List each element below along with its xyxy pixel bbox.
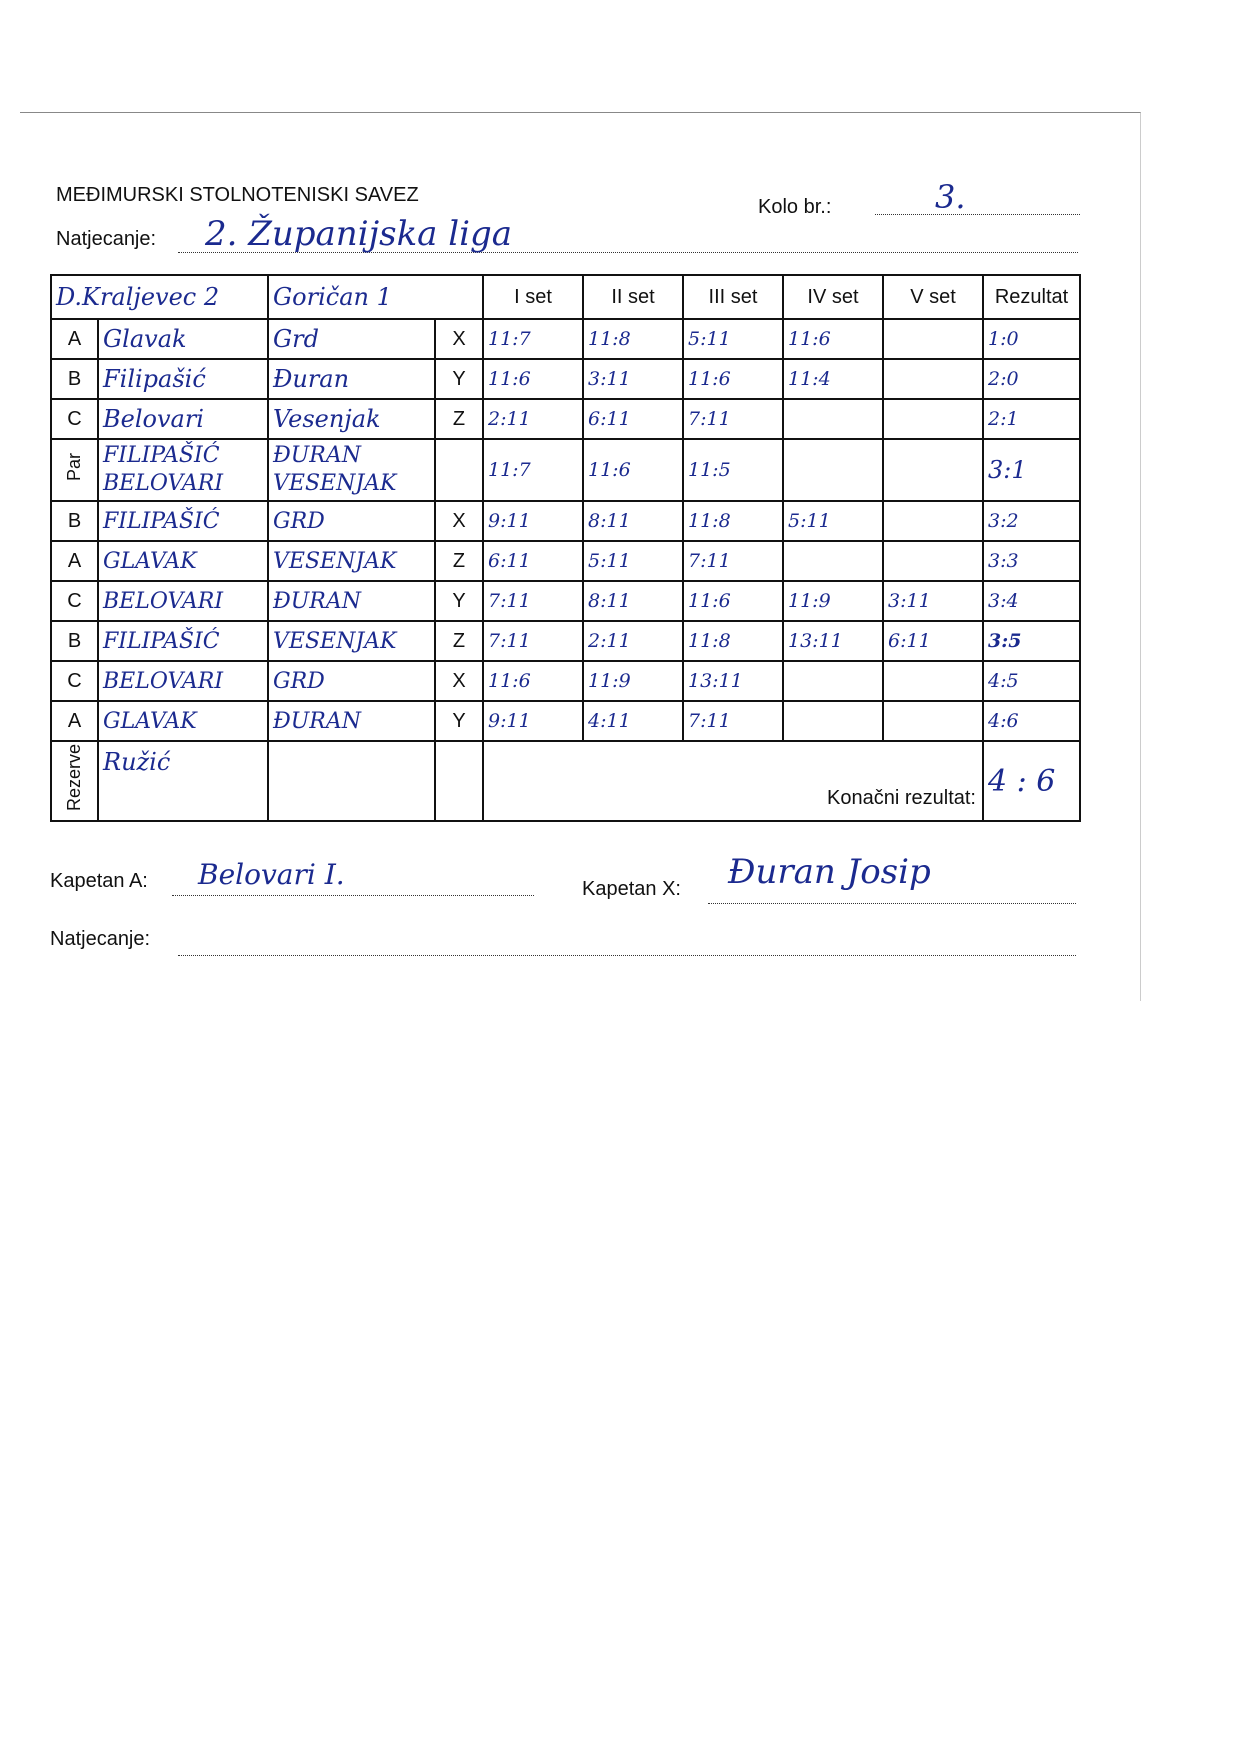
set-score: 5:11	[683, 319, 783, 359]
set-score: 11:6	[483, 661, 583, 701]
away-player: VESENJAK	[268, 541, 435, 581]
set-score: 11:6	[483, 359, 583, 399]
match-row	[51, 399, 1080, 439]
reserve-empty	[435, 741, 483, 821]
running-result: 3:4	[983, 581, 1080, 621]
footer-competition-label: Natjecanje:	[50, 928, 151, 950]
doubles-away-1: ĐURAN	[273, 443, 361, 468]
set-score: 6:11	[883, 621, 983, 661]
reserve-row	[51, 741, 1080, 821]
set-score: 11:6	[683, 359, 783, 399]
home-player: Filipašić	[98, 359, 268, 399]
away-player: ĐURAN	[268, 581, 435, 621]
match-row	[51, 501, 1080, 541]
running-result: 3:1	[983, 439, 1080, 501]
running-result: 4:5	[983, 661, 1080, 701]
row-letter: C	[51, 661, 98, 701]
home-player: BELOVARI	[98, 661, 268, 701]
away-player: Vesenjak	[268, 399, 435, 439]
away-player: VESENJAK	[268, 621, 435, 661]
doubles-home-2: BELOVARI	[103, 471, 224, 496]
doubles-away-pair	[268, 439, 435, 501]
away-player: GRD	[268, 501, 435, 541]
competition-value: 2. Županijska liga	[205, 214, 513, 254]
set-score	[883, 701, 983, 741]
away-letter: Y	[435, 359, 483, 399]
set-score: 13:11	[683, 661, 783, 701]
doubles-row	[51, 439, 1080, 501]
set-score	[883, 399, 983, 439]
set-score: 7:11	[683, 541, 783, 581]
home-player: BELOVARI	[98, 581, 268, 621]
home-team: D.Kraljevec 2	[51, 275, 268, 319]
set-score: 6:11	[583, 399, 683, 439]
set-score: 11:6	[683, 581, 783, 621]
final-label: Konačni rezultat:	[827, 787, 976, 809]
set-score	[883, 661, 983, 701]
set-score: 7:11	[483, 621, 583, 661]
set-score: 11:8	[683, 621, 783, 661]
set-score	[883, 319, 983, 359]
doubles-home-pair	[98, 439, 268, 501]
captain-a-line	[172, 895, 534, 896]
set-score	[783, 701, 883, 741]
match-row	[51, 701, 1080, 741]
set-score: 11:4	[783, 359, 883, 399]
set-score: 7:11	[483, 581, 583, 621]
away-letter: Z	[435, 621, 483, 661]
set-score: 7:11	[683, 701, 783, 741]
footer-competition-line	[178, 955, 1076, 956]
running-result: 2:1	[983, 399, 1080, 439]
row-letter: C	[51, 399, 98, 439]
reserve-home: Ružić	[98, 741, 268, 821]
final-label-cell	[483, 741, 983, 821]
row-letter: B	[51, 501, 98, 541]
set-score	[783, 399, 883, 439]
set-score: 8:11	[583, 581, 683, 621]
round-label: Kolo br.:	[758, 196, 832, 218]
set-score: 11:6	[583, 439, 683, 501]
set-score	[783, 661, 883, 701]
match-table	[50, 274, 1081, 822]
col-set-3: III set	[683, 275, 783, 319]
col-set-2: II set	[583, 275, 683, 319]
set-score: 7:11	[683, 399, 783, 439]
reserve-away	[268, 741, 435, 821]
set-score: 11:8	[583, 319, 683, 359]
match-row	[51, 359, 1080, 399]
reserve-label: Rezerve	[64, 744, 84, 812]
set-score	[883, 541, 983, 581]
row-letter: A	[51, 701, 98, 741]
set-score: 9:11	[483, 501, 583, 541]
home-player: FILIPAŠIĆ	[98, 621, 268, 661]
set-score: 11:7	[483, 439, 583, 501]
away-player: GRD	[268, 661, 435, 701]
set-score: 5:11	[583, 541, 683, 581]
doubles-away-2: VESENJAK	[273, 471, 397, 496]
away-letter: Y	[435, 581, 483, 621]
match-row	[51, 541, 1080, 581]
away-team: Goričan 1	[268, 275, 483, 319]
captain-a-signature: Belovari I.	[198, 858, 345, 891]
away-player: Đuran	[268, 359, 435, 399]
round-value: 3.	[935, 178, 966, 216]
set-score: 11:9	[583, 661, 683, 701]
col-set-5: V set	[883, 275, 983, 319]
set-score: 2:11	[583, 621, 683, 661]
away-player: Grd	[268, 319, 435, 359]
away-letter: X	[435, 661, 483, 701]
running-result: 3:2	[983, 501, 1080, 541]
col-set-1: I set	[483, 275, 583, 319]
set-score: 4:11	[583, 701, 683, 741]
row-letter: B	[51, 621, 98, 661]
federation-title: MEĐIMURSKI STOLNOTENISKI SAVEZ	[56, 184, 419, 206]
set-score: 11:5	[683, 439, 783, 501]
round-line	[875, 214, 1080, 215]
set-score	[783, 439, 883, 501]
set-score	[883, 439, 983, 501]
set-score: 11:8	[683, 501, 783, 541]
running-result: 4:6	[983, 701, 1080, 741]
match-row	[51, 319, 1080, 359]
doubles-empty	[435, 439, 483, 501]
set-score: 11:6	[783, 319, 883, 359]
col-result: Rezultat	[983, 275, 1080, 319]
set-score	[783, 541, 883, 581]
doubles-home-1: FILIPAŠIĆ	[103, 443, 220, 468]
row-letter: C	[51, 581, 98, 621]
set-score: 2:11	[483, 399, 583, 439]
set-score: 3:11	[883, 581, 983, 621]
running-result: 2:0	[983, 359, 1080, 399]
home-player: GLAVAK	[98, 541, 268, 581]
set-score: 11:7	[483, 319, 583, 359]
row-letter: A	[51, 319, 98, 359]
final-value: 4 : 6	[983, 741, 1080, 821]
row-letter: B	[51, 359, 98, 399]
captain-x-line	[708, 903, 1076, 904]
header-row	[51, 275, 1080, 319]
set-score: 11:9	[783, 581, 883, 621]
doubles-label: Par	[64, 452, 84, 481]
away-player: ĐURAN	[268, 701, 435, 741]
running-result: 1:0	[983, 319, 1080, 359]
set-score: 3:11	[583, 359, 683, 399]
captain-x-label: Kapetan X:	[582, 878, 681, 900]
home-player: FILIPAŠIĆ	[98, 501, 268, 541]
reserve-label-cell	[51, 741, 98, 821]
set-score: 9:11	[483, 701, 583, 741]
captain-a-label: Kapetan A:	[50, 870, 148, 892]
captain-x-signature: Đuran Josip	[728, 852, 931, 892]
col-set-4: IV set	[783, 275, 883, 319]
away-letter: Z	[435, 541, 483, 581]
set-score: 13:11	[783, 621, 883, 661]
away-letter: Y	[435, 701, 483, 741]
running-result: 3:3	[983, 541, 1080, 581]
doubles-label-cell	[51, 439, 98, 501]
set-score	[883, 501, 983, 541]
home-player: GLAVAK	[98, 701, 268, 741]
running-result: 3:5	[983, 621, 1080, 661]
set-score	[883, 359, 983, 399]
row-letter: A	[51, 541, 98, 581]
away-letter: X	[435, 501, 483, 541]
competition-label: Natjecanje:	[56, 228, 157, 250]
home-player: Glavak	[98, 319, 268, 359]
away-letter: X	[435, 319, 483, 359]
match-row	[51, 661, 1080, 701]
match-row	[51, 621, 1080, 661]
home-player: Belovari	[98, 399, 268, 439]
set-score: 6:11	[483, 541, 583, 581]
set-score: 5:11	[783, 501, 883, 541]
set-score: 8:11	[583, 501, 683, 541]
away-letter: Z	[435, 399, 483, 439]
match-row	[51, 581, 1080, 621]
